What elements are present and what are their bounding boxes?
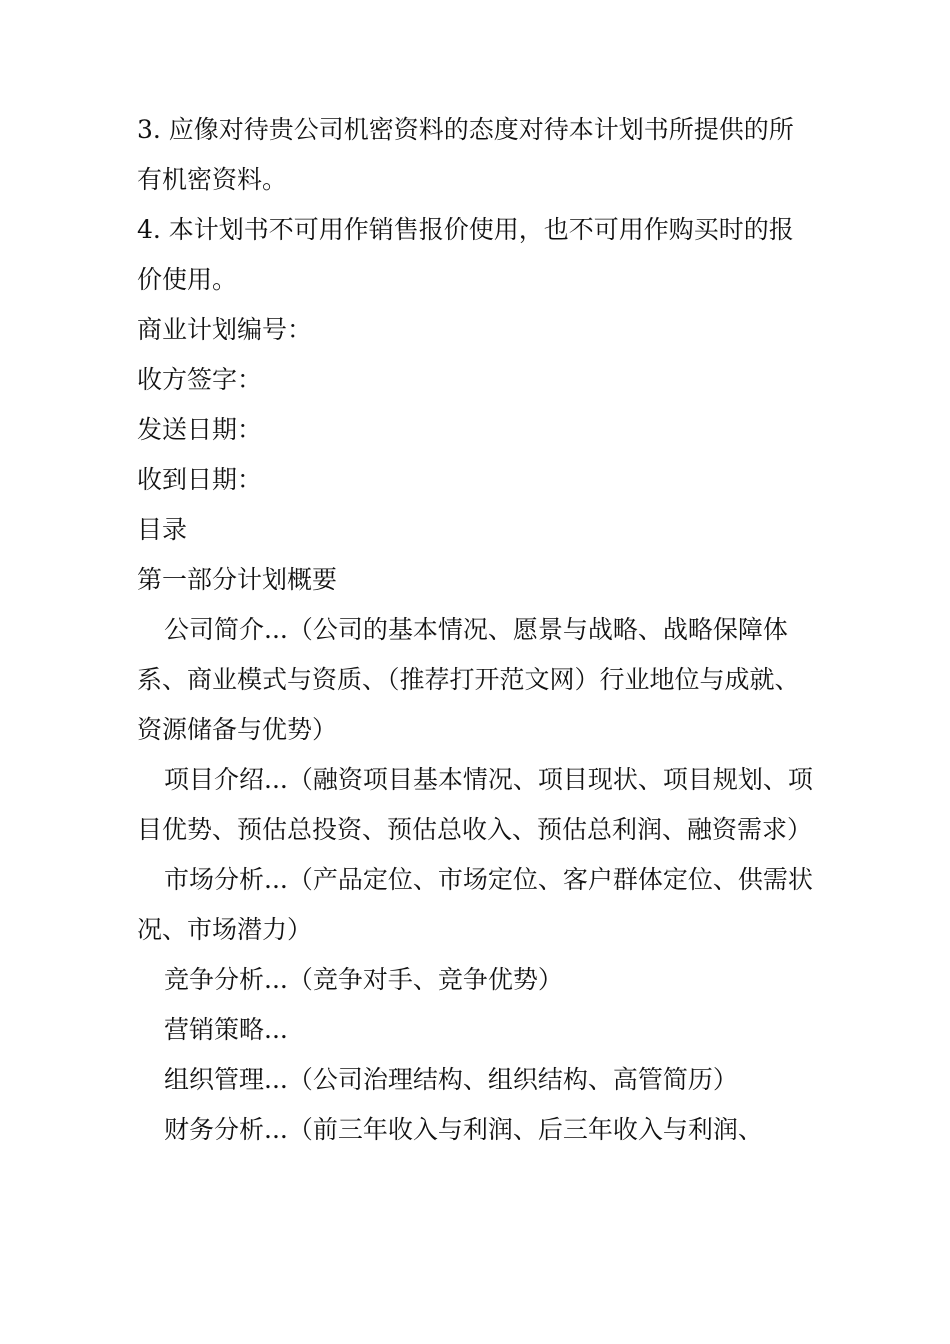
send-date-field: 发送日期： xyxy=(137,415,263,444)
toc-item-marketing-strategy: 营销策略... xyxy=(164,1015,288,1044)
part-one-heading: 第一部分计划概要 xyxy=(137,565,338,594)
plan-number-field: 商业计划编号： xyxy=(137,315,313,344)
toc-item-financial-analysis: 财务分析...（前三年收入与利润、后三年收入与利润、 xyxy=(164,1115,763,1144)
recipient-signature-field: 收方签字： xyxy=(137,365,263,394)
toc-heading: 目录 xyxy=(137,515,188,544)
toc-item-project-intro: 项目介绍...（融资项目基本情况、项目现状、项目规划、项目优势、预估总投资、预估总收入、预估总利润、融资需求） xyxy=(137,765,813,844)
toc-item-organization: 组织管理...（公司治理结构、组织结构、高管简历） xyxy=(164,1065,738,1094)
receive-date-field: 收到日期： xyxy=(137,465,263,494)
document-body xyxy=(137,105,817,1155)
confidentiality-clause-3: 3. 应像对待贵公司机密资料的态度对待本计划书所提供的所有机密资料。 xyxy=(137,115,794,194)
toc-item-competition-analysis: 竞争分析...（竞争对手、竞争优势） xyxy=(164,965,563,994)
toc-item-market-analysis: 市场分析...（产品定位、市场定位、客户群体定位、供需状况、市场潜力） xyxy=(137,865,813,944)
toc-item-company-profile: 公司简介...（公司的基本情况、愿景与战略、战略保障体系、商业模式与资质、（推荐打开范文网）行业地位与成就、资源储备与优势） xyxy=(137,615,800,744)
quotation-clause-4: 4. 本计划书不可用作销售报价使用，也不可用作购买时的报价使用。 xyxy=(137,215,794,294)
